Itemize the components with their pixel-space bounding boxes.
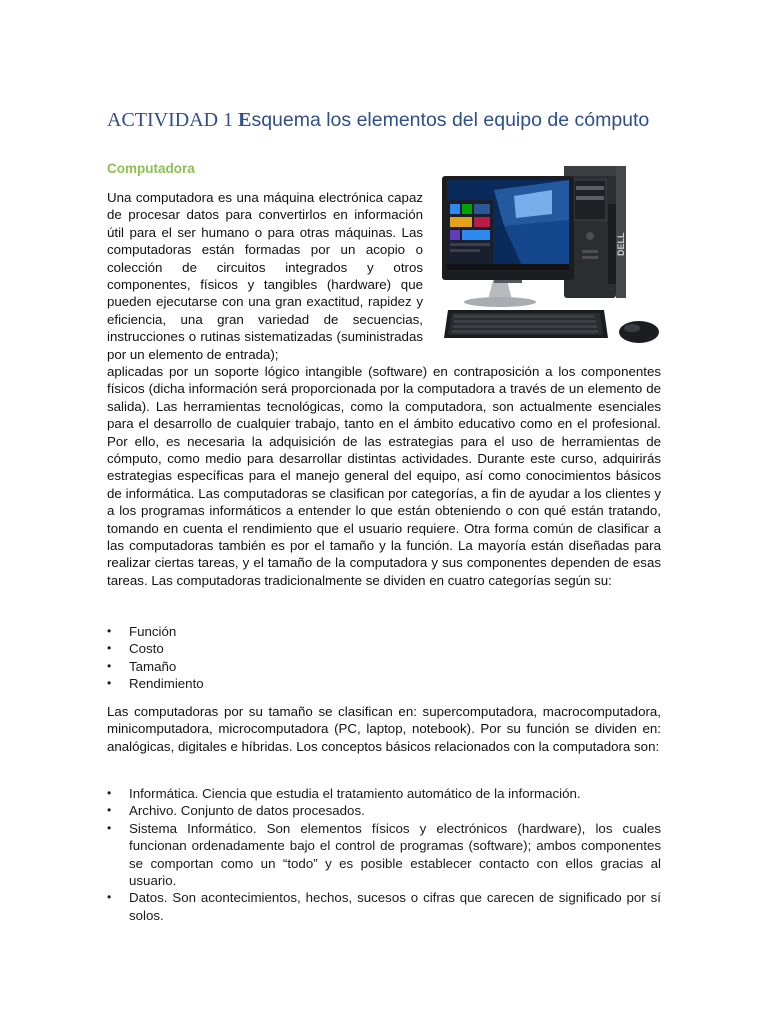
list-item-text: Costo: [129, 641, 164, 657]
desktop-computer-illustration: [434, 160, 664, 355]
intro-paragraph-part-2: aplicadas por un soporte lógico intangible (software) en contraposición a los componentes físicos (dicha información será proporcionada por la computadora a través de un elemento de salida). Las herramientas tecnológicas, como la computadora, son actualmente esenciales para el desarrollo de cualquier trabajo, tanto en el ámbito educativo como en el profesional. Por ello, es necesaria la adquisición de las estrategias para el uso de herramientas de cómputo, como medio para desarrollar distintas actividades. Durante este curso, adquirirás estrategias específicas para el manejo general del equipo, así como conocimientos básicos de informática. Las computadoras se clasifican por categorías, a fin de ayudar a los clientes y a los programas informáticos a entender lo que están obteniendo o con qué están tratando, tomando en cuenta el rendimiento que el usuario requiere. Otra forma común de clasificar a las computadoras también es por el tamaño y la función. La mayoría están diseñadas para realizar ciertas tareas, y el tamaño de la computadora y sus componentes dependen de esas tareas. Las computadoras tradicionalmente se dividen en cuatro categorías según su:: [107, 364, 661, 588]
title-initial: E: [238, 109, 252, 131]
monitor: [442, 176, 574, 283]
list-item-text: Sistema Informático. Son elementos físicos y electrónicos (hardware), los cuales funcionan ordenadamente bajo el control de programas (software); ambos componentes se comportan como un “todo” y es posible establecer contacto con ellos gracias al usuario.: [129, 820, 661, 889]
intro-paragraph-part-1: Una computadora es una máquina electrónica capaz de procesar datos para convertirlos en información útil para el ser humano o para otras máquinas. Las computadoras están formadas por un acopio o colección de circuitos integrados y otros componentes, físicos y tangibles (hardware) que pueden ejecutarse con una gran exactitud, rapidez y eficiencia, una gran variedad de secuencias, instrucciones o rutinas sistematizadas (suministradas por un elemento de entrada);: [107, 190, 423, 362]
list-item: [107, 658, 661, 675]
bullet-icon: •: [107, 641, 112, 656]
bullet-icon: •: [107, 786, 112, 800]
section-heading: Computadora: [107, 161, 195, 176]
list-item-text: Archivo. Conjunto de datos procesados.: [129, 803, 365, 819]
list-item: [107, 802, 661, 819]
list-item: [107, 889, 661, 924]
mouse: [619, 321, 659, 343]
list-item-text: Datos. Son acontecimientos, hechos, sucesos o cifras que carecen de significado por sí solos.: [129, 890, 661, 923]
classification-paragraph: Las computadoras por su tamaño se clasifican en: supercomputadora, macrocomputadora, minicomputadora, microcomputadora (PC, laptop, notebook). Por su función se dividen en: analógicas, digitales e híbridas. Los conceptos básicos relacionados con la computadora son:: [107, 704, 661, 754]
list-item-text: Informática. Ciencia que estudia el tratamiento automático de la información.: [129, 786, 581, 801]
list-item: [107, 623, 661, 640]
bullet-icon: •: [107, 803, 112, 818]
list-item: [107, 820, 661, 890]
keyboard: [444, 310, 608, 338]
bullet-icon: •: [107, 658, 112, 673]
list-item-text: Función: [129, 624, 177, 639]
page-title: [107, 106, 707, 134]
tower-logo: DELL: [616, 232, 626, 256]
list-item-text: Rendimiento: [129, 676, 204, 692]
list-item: [107, 675, 661, 692]
list-item-text: Tamaño: [129, 658, 177, 674]
category-list: [107, 623, 661, 693]
title-prefix: ACTIVIDAD 1: [107, 109, 239, 131]
concepts-list: [107, 785, 661, 924]
bullet-icon: •: [107, 624, 112, 638]
bullet-icon: •: [107, 890, 112, 905]
bullet-icon: •: [107, 820, 112, 835]
title-rest: squema los elementos del equipo de cómputo: [251, 109, 650, 131]
list-item: [107, 640, 661, 657]
list-item: [107, 785, 661, 802]
bullet-icon: •: [107, 676, 112, 691]
